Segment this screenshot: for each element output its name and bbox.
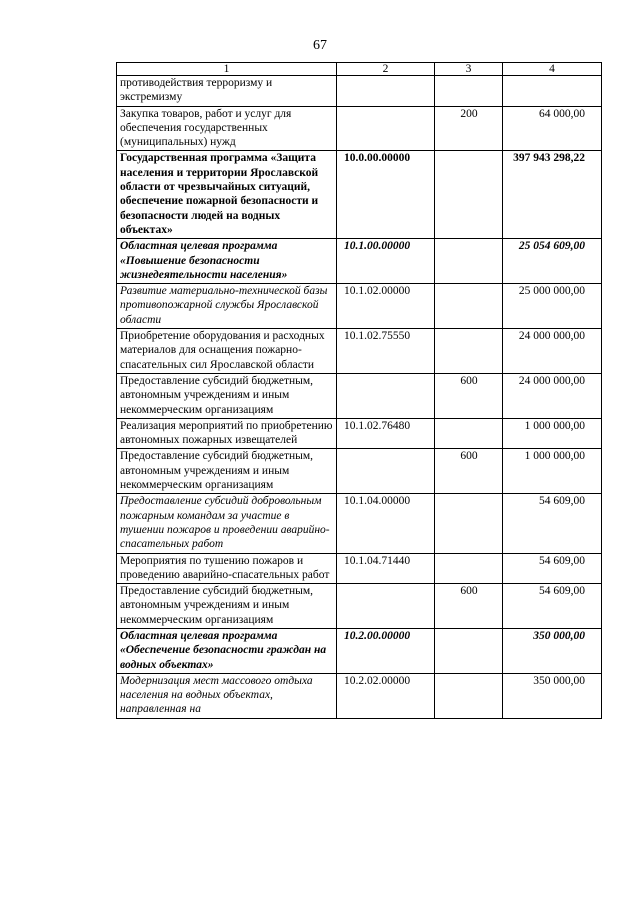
table-row — [117, 673, 602, 718]
row-code-cell: 10.1.02.00000 — [337, 284, 435, 329]
table-row — [117, 239, 602, 284]
row-type-cell — [435, 284, 503, 329]
row-name-cell: Закупка товаров, работ и услуг для обеспечения государственных (муниципальных) нужд — [117, 106, 337, 151]
row-type-cell: 600 — [435, 584, 503, 629]
page-number: 67 — [313, 38, 327, 53]
table-row — [117, 76, 602, 107]
row-name-cell: Приобретение оборудования и расходных материалов для оснащения пожарно-спасательных сил Ярославской области — [117, 329, 337, 374]
row-name-cell: Государственная программа «Защита населения и территории Ярославской области от чрезвычайных ситуаций, обеспечение пожарной безопасности и безопасности людей на водных объектах» — [117, 151, 337, 239]
row-name-cell: Развитие материально-технической базы противопожарной службы Ярославской области — [117, 284, 337, 329]
row-type-cell — [435, 494, 503, 553]
row-type-cell — [435, 418, 503, 449]
header-col-4: 4 — [503, 63, 602, 76]
row-amount-cell: 350 000,00 — [503, 673, 602, 718]
row-code-cell: 10.1.02.75550 — [337, 329, 435, 374]
row-amount-cell: 1 000 000,00 — [503, 418, 602, 449]
header-col-3: 3 — [435, 63, 503, 76]
row-name-cell: Модернизация мест массового отдыха населения на водных объектах, направленная на — [117, 673, 337, 718]
table-header-row — [117, 63, 602, 76]
table-row — [117, 373, 602, 418]
table-row — [117, 628, 602, 673]
row-name-cell: Предоставление субсидий бюджетным, автономным учреждениям и иным некоммерческим организациям — [117, 449, 337, 494]
header-col-1: 1 — [117, 63, 337, 76]
row-code-cell — [337, 584, 435, 629]
row-name-cell: Областная целевая программа «Обеспечение безопасности граждан на водных объектах» — [117, 628, 337, 673]
row-amount-cell — [503, 76, 602, 107]
table-row — [117, 449, 602, 494]
row-amount-cell: 25 054 609,00 — [503, 239, 602, 284]
row-name-cell: Мероприятия по тушению пожаров и проведению аварийно-спасательных работ — [117, 553, 337, 584]
row-name-cell: Реализация мероприятий по приобретению автономных пожарных извещателей — [117, 418, 337, 449]
row-type-cell — [435, 239, 503, 284]
row-amount-cell: 24 000 000,00 — [503, 373, 602, 418]
row-type-cell — [435, 628, 503, 673]
row-code-cell: 10.1.02.76480 — [337, 418, 435, 449]
row-type-cell: 600 — [435, 373, 503, 418]
row-name-cell: Предоставление субсидий добровольным пожарным командам за участие в тушении пожаров и проведении аварийно-спасательных работ — [117, 494, 337, 553]
table-row — [117, 151, 602, 239]
row-code-cell: 10.2.02.00000 — [337, 673, 435, 718]
row-type-cell: 200 — [435, 106, 503, 151]
row-type-cell — [435, 673, 503, 718]
row-code-cell: 10.1.00.00000 — [337, 239, 435, 284]
row-type-cell — [435, 151, 503, 239]
row-code-cell: 10.1.04.71440 — [337, 553, 435, 584]
row-code-cell: 10.2.00.00000 — [337, 628, 435, 673]
table-row — [117, 494, 602, 553]
table-row — [117, 553, 602, 584]
table-row — [117, 106, 602, 151]
table-row — [117, 418, 602, 449]
budget-table — [116, 62, 602, 719]
row-code-cell — [337, 76, 435, 107]
row-name-cell: Областная целевая программа «Повышение безопасности жизнедеятельности населения» — [117, 239, 337, 284]
table-row — [117, 284, 602, 329]
row-amount-cell: 54 609,00 — [503, 584, 602, 629]
row-code-cell: 10.1.04.00000 — [337, 494, 435, 553]
row-type-cell — [435, 553, 503, 584]
row-amount-cell: 64 000,00 — [503, 106, 602, 151]
row-type-cell — [435, 329, 503, 374]
row-amount-cell: 54 609,00 — [503, 494, 602, 553]
row-amount-cell: 25 000 000,00 — [503, 284, 602, 329]
row-name-cell: Предоставление субсидий бюджетным, автономным учреждениям и иным некоммерческим организациям — [117, 373, 337, 418]
row-amount-cell: 54 609,00 — [503, 553, 602, 584]
table-row — [117, 584, 602, 629]
header-col-2: 2 — [337, 63, 435, 76]
row-code-cell — [337, 373, 435, 418]
table-row — [117, 329, 602, 374]
row-name-cell: противодействия терроризму и экстремизму — [117, 76, 337, 107]
row-type-cell — [435, 76, 503, 107]
row-code-cell — [337, 106, 435, 151]
row-amount-cell: 1 000 000,00 — [503, 449, 602, 494]
row-code-cell — [337, 449, 435, 494]
row-amount-cell: 397 943 298,22 — [503, 151, 602, 239]
row-code-cell: 10.0.00.00000 — [337, 151, 435, 239]
row-type-cell: 600 — [435, 449, 503, 494]
table-body — [117, 76, 602, 719]
row-name-cell: Предоставление субсидий бюджетным, автономным учреждениям и иным некоммерческим организациям — [117, 584, 337, 629]
row-amount-cell: 24 000 000,00 — [503, 329, 602, 374]
row-amount-cell: 350 000,00 — [503, 628, 602, 673]
